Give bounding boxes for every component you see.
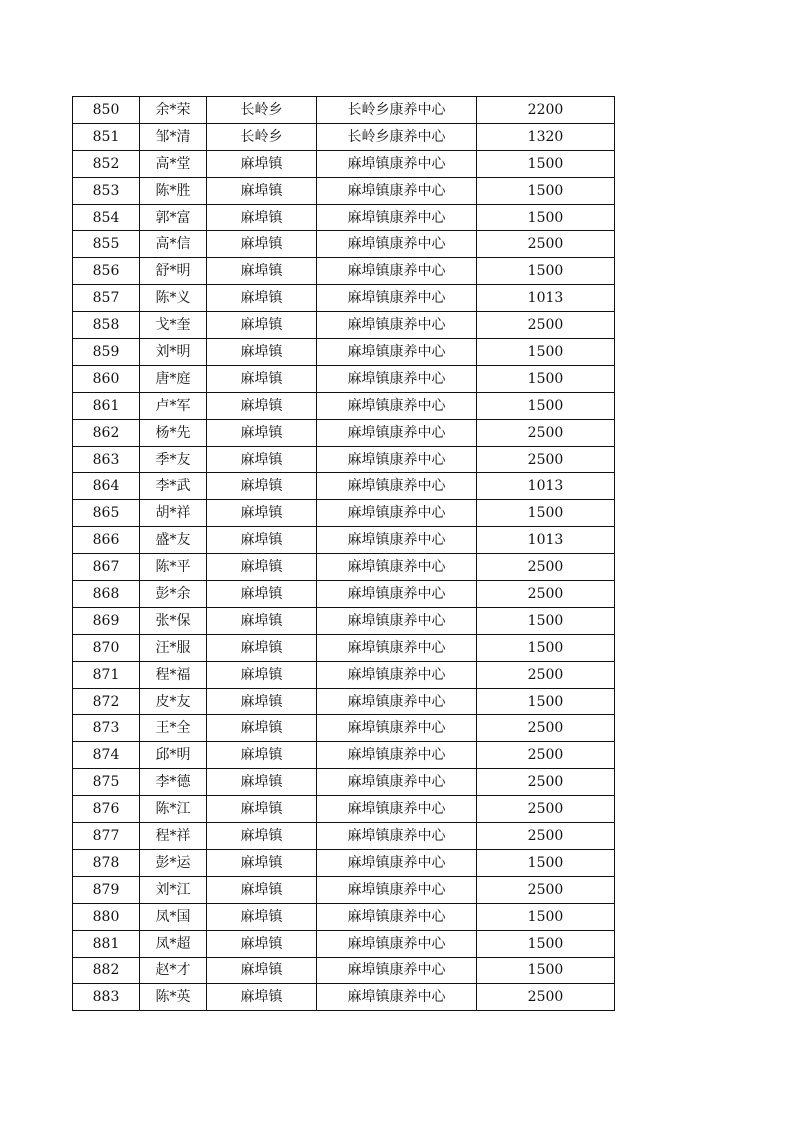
table-row xyxy=(73,365,615,392)
table-row xyxy=(73,473,615,500)
care-center-cell: 麻埠镇康养中心 xyxy=(317,231,477,258)
amount-cell: 2500 xyxy=(477,554,615,581)
row-number-cell: 872 xyxy=(73,688,140,715)
township-cell: 麻埠镇 xyxy=(207,554,317,581)
table-row xyxy=(73,688,615,715)
care-center-cell: 麻埠镇康养中心 xyxy=(317,661,477,688)
amount-cell: 2500 xyxy=(477,446,615,473)
township-cell: 麻埠镇 xyxy=(207,177,317,204)
row-number-cell: 876 xyxy=(73,796,140,823)
name-cell: 程*福 xyxy=(140,661,207,688)
care-center-cell: 麻埠镇康养中心 xyxy=(317,365,477,392)
row-number-cell: 855 xyxy=(73,231,140,258)
row-number-cell: 864 xyxy=(73,473,140,500)
row-number-cell: 861 xyxy=(73,392,140,419)
row-number-cell: 870 xyxy=(73,634,140,661)
row-number-cell: 865 xyxy=(73,500,140,527)
name-cell: 高*堂 xyxy=(140,150,207,177)
township-cell: 麻埠镇 xyxy=(207,796,317,823)
name-cell: 陈*义 xyxy=(140,285,207,312)
amount-cell: 1320 xyxy=(477,123,615,150)
care-center-cell: 麻埠镇康养中心 xyxy=(317,715,477,742)
township-cell: 长岭乡 xyxy=(207,123,317,150)
name-cell: 陈*平 xyxy=(140,554,207,581)
township-cell: 麻埠镇 xyxy=(207,365,317,392)
amount-cell: 2500 xyxy=(477,581,615,608)
table-row xyxy=(73,607,615,634)
care-center-cell: 麻埠镇康养中心 xyxy=(317,285,477,312)
table-row xyxy=(73,177,615,204)
care-center-cell: 麻埠镇康养中心 xyxy=(317,903,477,930)
care-center-cell: 麻埠镇康养中心 xyxy=(317,392,477,419)
table-row xyxy=(73,930,615,957)
amount-cell: 1500 xyxy=(477,849,615,876)
amount-cell: 1500 xyxy=(477,688,615,715)
name-cell: 余*荣 xyxy=(140,97,207,124)
township-cell: 麻埠镇 xyxy=(207,984,317,1011)
township-cell: 麻埠镇 xyxy=(207,769,317,796)
row-number-cell: 851 xyxy=(73,123,140,150)
care-center-cell: 麻埠镇康养中心 xyxy=(317,419,477,446)
township-cell: 麻埠镇 xyxy=(207,849,317,876)
row-number-cell: 854 xyxy=(73,204,140,231)
name-cell: 卢*军 xyxy=(140,392,207,419)
care-center-cell: 麻埠镇康养中心 xyxy=(317,634,477,661)
name-cell: 唐*庭 xyxy=(140,365,207,392)
amount-cell: 2500 xyxy=(477,742,615,769)
amount-cell: 1500 xyxy=(477,634,615,661)
table-row xyxy=(73,876,615,903)
township-cell: 麻埠镇 xyxy=(207,150,317,177)
row-number-cell: 878 xyxy=(73,849,140,876)
table-row xyxy=(73,392,615,419)
amount-cell: 2200 xyxy=(477,97,615,124)
care-center-cell: 麻埠镇康养中心 xyxy=(317,581,477,608)
care-center-cell: 麻埠镇康养中心 xyxy=(317,177,477,204)
amount-cell: 2500 xyxy=(477,715,615,742)
care-center-cell: 麻埠镇康养中心 xyxy=(317,607,477,634)
name-cell: 郭*富 xyxy=(140,204,207,231)
name-cell: 彭*余 xyxy=(140,581,207,608)
table-row xyxy=(73,285,615,312)
township-cell: 麻埠镇 xyxy=(207,527,317,554)
table-row xyxy=(73,419,615,446)
name-cell: 邹*清 xyxy=(140,123,207,150)
name-cell: 盛*友 xyxy=(140,527,207,554)
row-number-cell: 853 xyxy=(73,177,140,204)
name-cell: 杨*先 xyxy=(140,419,207,446)
amount-cell: 2500 xyxy=(477,876,615,903)
amount-cell: 1500 xyxy=(477,903,615,930)
table-row xyxy=(73,984,615,1011)
table-row xyxy=(73,446,615,473)
care-center-cell: 麻埠镇康养中心 xyxy=(317,204,477,231)
care-center-cell: 麻埠镇康养中心 xyxy=(317,876,477,903)
amount-cell: 1500 xyxy=(477,150,615,177)
amount-cell: 2500 xyxy=(477,231,615,258)
table-row xyxy=(73,849,615,876)
row-number-cell: 868 xyxy=(73,581,140,608)
table-row xyxy=(73,258,615,285)
table-row xyxy=(73,796,615,823)
table-row xyxy=(73,312,615,339)
care-center-cell: 麻埠镇康养中心 xyxy=(317,688,477,715)
name-cell: 张*保 xyxy=(140,607,207,634)
care-center-cell: 麻埠镇康养中心 xyxy=(317,984,477,1011)
table-row xyxy=(73,527,615,554)
table-row xyxy=(73,123,615,150)
amount-cell: 2500 xyxy=(477,661,615,688)
name-cell: 陈*英 xyxy=(140,984,207,1011)
township-cell: 麻埠镇 xyxy=(207,581,317,608)
name-cell: 凤*超 xyxy=(140,930,207,957)
records-table xyxy=(72,96,615,1011)
amount-cell: 1500 xyxy=(477,957,615,984)
name-cell: 皮*友 xyxy=(140,688,207,715)
name-cell: 邱*明 xyxy=(140,742,207,769)
row-number-cell: 860 xyxy=(73,365,140,392)
table-row xyxy=(73,634,615,661)
row-number-cell: 850 xyxy=(73,97,140,124)
row-number-cell: 879 xyxy=(73,876,140,903)
amount-cell: 1013 xyxy=(477,285,615,312)
row-number-cell: 880 xyxy=(73,903,140,930)
township-cell: 麻埠镇 xyxy=(207,312,317,339)
amount-cell: 1500 xyxy=(477,930,615,957)
table-row xyxy=(73,823,615,850)
row-number-cell: 882 xyxy=(73,957,140,984)
name-cell: 凤*国 xyxy=(140,903,207,930)
table-row xyxy=(73,500,615,527)
name-cell: 高*信 xyxy=(140,231,207,258)
row-number-cell: 875 xyxy=(73,769,140,796)
table-row xyxy=(73,903,615,930)
amount-cell: 2500 xyxy=(477,984,615,1011)
table-row xyxy=(73,231,615,258)
care-center-cell: 麻埠镇康养中心 xyxy=(317,150,477,177)
care-center-cell: 麻埠镇康养中心 xyxy=(317,930,477,957)
amount-cell: 2500 xyxy=(477,419,615,446)
row-number-cell: 871 xyxy=(73,661,140,688)
row-number-cell: 883 xyxy=(73,984,140,1011)
care-center-cell: 麻埠镇康养中心 xyxy=(317,446,477,473)
care-center-cell: 麻埠镇康养中心 xyxy=(317,527,477,554)
row-number-cell: 859 xyxy=(73,339,140,366)
amount-cell: 2500 xyxy=(477,769,615,796)
amount-cell: 1013 xyxy=(477,473,615,500)
township-cell: 麻埠镇 xyxy=(207,957,317,984)
township-cell: 麻埠镇 xyxy=(207,204,317,231)
table-row xyxy=(73,97,615,124)
care-center-cell: 麻埠镇康养中心 xyxy=(317,823,477,850)
row-number-cell: 877 xyxy=(73,823,140,850)
care-center-cell: 麻埠镇康养中心 xyxy=(317,500,477,527)
township-cell: 麻埠镇 xyxy=(207,715,317,742)
care-center-cell: 麻埠镇康养中心 xyxy=(317,258,477,285)
name-cell: 陈*江 xyxy=(140,796,207,823)
township-cell: 麻埠镇 xyxy=(207,688,317,715)
care-center-cell: 麻埠镇康养中心 xyxy=(317,742,477,769)
table-row xyxy=(73,554,615,581)
amount-cell: 2500 xyxy=(477,823,615,850)
table-row xyxy=(73,769,615,796)
row-number-cell: 869 xyxy=(73,607,140,634)
township-cell: 麻埠镇 xyxy=(207,661,317,688)
records-table-body xyxy=(73,97,615,1011)
table-row xyxy=(73,204,615,231)
table-row xyxy=(73,957,615,984)
table-row xyxy=(73,581,615,608)
row-number-cell: 867 xyxy=(73,554,140,581)
amount-cell: 1500 xyxy=(477,365,615,392)
care-center-cell: 麻埠镇康养中心 xyxy=(317,849,477,876)
care-center-cell: 长岭乡康养中心 xyxy=(317,123,477,150)
name-cell: 刘*江 xyxy=(140,876,207,903)
amount-cell: 1500 xyxy=(477,607,615,634)
township-cell: 麻埠镇 xyxy=(207,634,317,661)
table-row xyxy=(73,661,615,688)
row-number-cell: 862 xyxy=(73,419,140,446)
row-number-cell: 856 xyxy=(73,258,140,285)
township-cell: 麻埠镇 xyxy=(207,419,317,446)
name-cell: 季*友 xyxy=(140,446,207,473)
row-number-cell: 863 xyxy=(73,446,140,473)
township-cell: 麻埠镇 xyxy=(207,903,317,930)
care-center-cell: 麻埠镇康养中心 xyxy=(317,769,477,796)
name-cell: 汪*服 xyxy=(140,634,207,661)
row-number-cell: 858 xyxy=(73,312,140,339)
township-cell: 麻埠镇 xyxy=(207,339,317,366)
care-center-cell: 麻埠镇康养中心 xyxy=(317,473,477,500)
care-center-cell: 麻埠镇康养中心 xyxy=(317,339,477,366)
amount-cell: 2500 xyxy=(477,796,615,823)
township-cell: 麻埠镇 xyxy=(207,742,317,769)
township-cell: 麻埠镇 xyxy=(207,500,317,527)
township-cell: 麻埠镇 xyxy=(207,607,317,634)
township-cell: 麻埠镇 xyxy=(207,876,317,903)
amount-cell: 1500 xyxy=(477,500,615,527)
amount-cell: 2500 xyxy=(477,312,615,339)
township-cell: 麻埠镇 xyxy=(207,930,317,957)
township-cell: 长岭乡 xyxy=(207,97,317,124)
amount-cell: 1500 xyxy=(477,177,615,204)
name-cell: 胡*祥 xyxy=(140,500,207,527)
care-center-cell: 麻埠镇康养中心 xyxy=(317,312,477,339)
amount-cell: 1013 xyxy=(477,527,615,554)
table-row xyxy=(73,150,615,177)
row-number-cell: 881 xyxy=(73,930,140,957)
name-cell: 程*祥 xyxy=(140,823,207,850)
row-number-cell: 874 xyxy=(73,742,140,769)
care-center-cell: 麻埠镇康养中心 xyxy=(317,957,477,984)
table-row xyxy=(73,742,615,769)
table-row xyxy=(73,715,615,742)
care-center-cell: 麻埠镇康养中心 xyxy=(317,796,477,823)
township-cell: 麻埠镇 xyxy=(207,285,317,312)
amount-cell: 1500 xyxy=(477,258,615,285)
name-cell: 舒*明 xyxy=(140,258,207,285)
name-cell: 彭*运 xyxy=(140,849,207,876)
name-cell: 戈*奎 xyxy=(140,312,207,339)
care-center-cell: 麻埠镇康养中心 xyxy=(317,554,477,581)
amount-cell: 1500 xyxy=(477,204,615,231)
care-center-cell: 长岭乡康养中心 xyxy=(317,97,477,124)
row-number-cell: 857 xyxy=(73,285,140,312)
township-cell: 麻埠镇 xyxy=(207,258,317,285)
row-number-cell: 873 xyxy=(73,715,140,742)
amount-cell: 1500 xyxy=(477,339,615,366)
name-cell: 李*德 xyxy=(140,769,207,796)
name-cell: 刘*明 xyxy=(140,339,207,366)
amount-cell: 1500 xyxy=(477,392,615,419)
township-cell: 麻埠镇 xyxy=(207,392,317,419)
row-number-cell: 852 xyxy=(73,150,140,177)
name-cell: 王*全 xyxy=(140,715,207,742)
name-cell: 赵*才 xyxy=(140,957,207,984)
row-number-cell: 866 xyxy=(73,527,140,554)
township-cell: 麻埠镇 xyxy=(207,823,317,850)
table-row xyxy=(73,339,615,366)
township-cell: 麻埠镇 xyxy=(207,473,317,500)
township-cell: 麻埠镇 xyxy=(207,446,317,473)
name-cell: 陈*胜 xyxy=(140,177,207,204)
township-cell: 麻埠镇 xyxy=(207,231,317,258)
name-cell: 李*武 xyxy=(140,473,207,500)
